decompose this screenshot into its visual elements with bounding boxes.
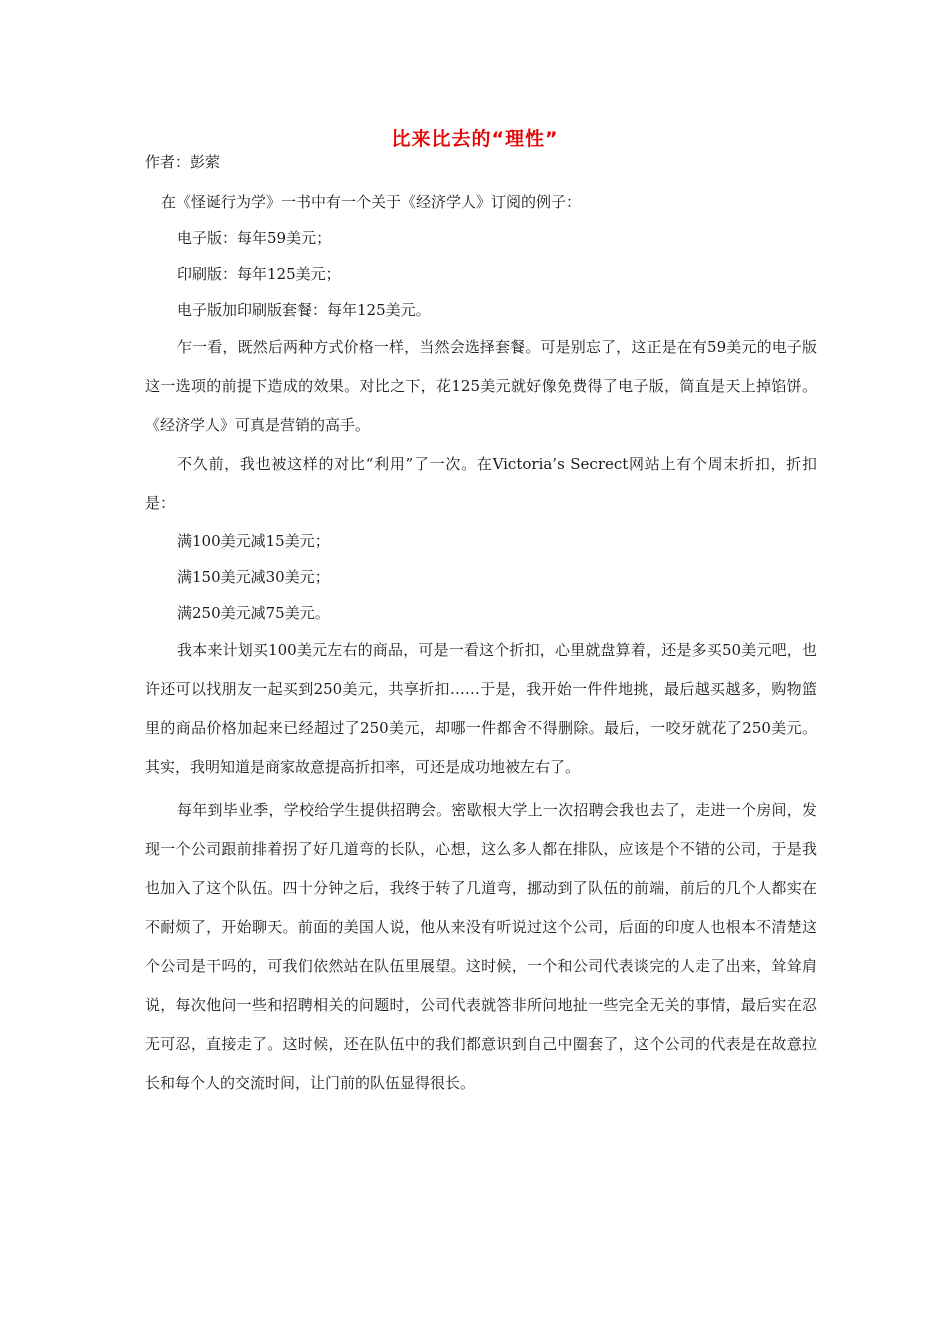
paragraph: 我本来计划买100美元左右的商品，可是一看这个折扣，心里就盘算着，还是多买50美元吧，也许还可以找朋友一起买到250美元，共享折扣……于是，我开始一件件地挑，最后越买越多，购物篮里的商品价格加起来已经超过了250美元，却哪一件都舍不得删除。最后，一咬牙就花了250美元。其实，我明知道是商家故意提高折扣率，可还是成功地被左右了。: [145, 641, 817, 776]
offer-item: 电子版：每年59美元；: [177, 229, 332, 247]
offer-item: 印刷版：每年125美元；: [177, 265, 341, 283]
discount-item: 满250美元减75美元。: [177, 604, 330, 622]
paragraph: 乍一看，既然后两种方式价格一样，当然会选择套餐。可是别忘了，这正是在有59美元的电子版这一选项的前提下造成的效果。对比之下，花125美元就好像免费得了电子版，简直是天上掉馅饼。《经济学人》可真是营销的高手。: [145, 338, 817, 434]
offer-item: 电子版加印刷版套餐：每年125美元。: [177, 301, 431, 319]
paragraph: 不久前，我也被这样的对比“利用”了一次。在Victoria’s Secrect网站上有个周末折扣，折扣是：: [145, 455, 817, 512]
discount-item: 满100美元减15美元；: [177, 532, 330, 550]
paragraph: 每年到毕业季，学校给学生提供招聘会。密歇根大学上一次招聘会我也去了，走进一个房间，发现一个公司跟前排着拐了好几道弯的长队，心想，这么多人都在排队，应该是个不错的公司，于是我也加入了这个队伍。四十分钟之后，我终于转了几道弯，挪动到了队伍的前端，前后的几个人都实在不耐烦了，开始聊天。前面的美国人说，他从来没有听说过这个公司，后面的印度人也根本不清楚这个公司是干吗的，可我们依然站在队伍里展望。这时候，一个和公司代表谈完的人走了出来，耸耸肩说，每次他问一些和招聘相关的问题时，公司代表就答非所问地扯一些完全无关的事情，最后实在忍无可忍，直接走了。这时候，还在队伍中的我们都意识到自己中圈套了，这个公司的代表是在故意拉长和每个人的交流时间，让门前的队伍显得很长。: [145, 801, 817, 1092]
article-body: [145, 184, 817, 1103]
discount-item: 满150美元减30美元；: [177, 568, 330, 586]
article-author: 作者：彭萦: [145, 153, 221, 171]
article-title: 比来比去的“理性”: [391, 128, 559, 150]
intro-paragraph: 在《怪诞行为学》一书中有一个关于《经济学人》订阅的例子：: [161, 193, 582, 211]
